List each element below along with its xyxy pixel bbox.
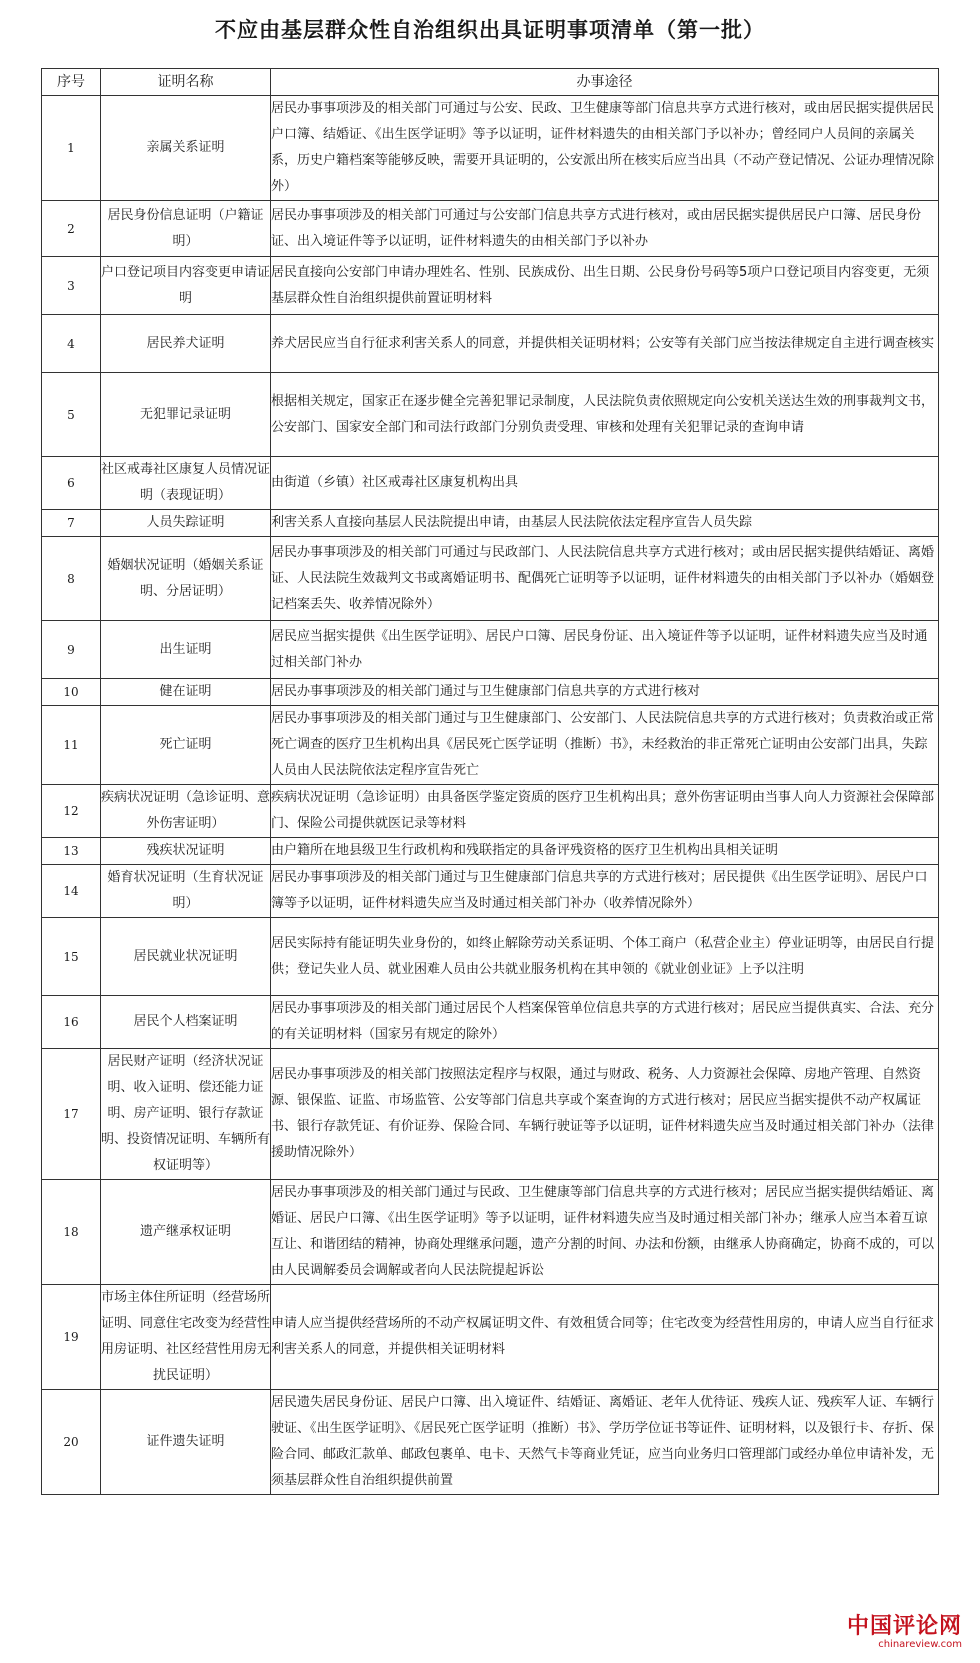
- row-seq: 6: [42, 457, 101, 510]
- table-row: [42, 865, 939, 918]
- watermark-logo-text: 中国评论网: [846, 1613, 962, 1639]
- row-seq: 5: [42, 373, 101, 457]
- row-path: 居民办事事项涉及的相关部门通过与卫生健康部门、公安部门、人民法院信息共享的方式进行核对；负责救治或正常死亡调查的医疗卫生机构出具《居民死亡医学证明（推断）书》，未经救治的非正常死亡证明由公安部门出具，失踪人员由人民法院依法定程序宣告死亡: [271, 706, 939, 785]
- row-seq: 1: [42, 96, 101, 201]
- row-path: 居民办事事项涉及的相关部门通过与民政、卫生健康等部门信息共享的方式进行核对；居民应当据实提供结婚证、离婚证、居民户口簿、《出生医学证明》等予以证明，证件材料遗失应当及时通过相关部门补办；继承人应当本着互谅互让、和谐团结的精神，协商处理继承问题，遗产分割的时间、办法和份额，由继承人协商确定，协商不成的，可以由人民调解委员会调解或者向人民法院提起诉讼: [271, 1180, 939, 1285]
- row-path: 根据相关规定，国家正在逐步健全完善犯罪记录制度，人民法院负责依照规定向公安机关送达生效的刑事裁判文书，公安部门、国家安全部门和司法行政部门分别负责受理、审核和处理有关犯罪记录的查询申请: [271, 373, 939, 457]
- row-name: 死亡证明: [101, 706, 271, 785]
- table-header-row: [42, 69, 939, 96]
- row-name: 婚姻状况证明（婚姻关系证明、分居证明）: [101, 537, 271, 621]
- row-seq: 8: [42, 537, 101, 621]
- table-row: [42, 621, 939, 679]
- watermark-url: chinareview.com: [878, 1639, 962, 1650]
- header-path: 办事途径: [271, 69, 939, 96]
- row-name: 户口登记项目内容变更申请证明: [101, 257, 271, 315]
- row-path: 居民办事事项涉及的相关部门可通过与公安、民政、卫生健康等部门信息共享方式进行核对，或由居民据实提供居民户口簿、结婚证、《出生医学证明》等予以证明，证件材料遗失的由相关部门予以补办；曾经同户人员间的亲属关系，历史户籍档案等能够反映，需要开具证明的，公安派出所在核实后应当出具（不动产登记情况、公证办理情况除外）: [271, 96, 939, 201]
- table-row: [42, 457, 939, 510]
- row-name: 居民身份信息证明（户籍证明）: [101, 201, 271, 257]
- row-name: 人员失踪证明: [101, 510, 271, 537]
- row-seq: 16: [42, 996, 101, 1049]
- row-name: 健在证明: [101, 679, 271, 706]
- row-name: 亲属关系证明: [101, 96, 271, 201]
- row-seq: 12: [42, 785, 101, 838]
- watermark-logo: [847, 1613, 962, 1651]
- row-name: 居民就业状况证明: [101, 918, 271, 996]
- row-path: 居民办事事项涉及的相关部门通过与卫生健康部门信息共享的方式进行核对: [271, 679, 939, 706]
- row-path: 养犬居民应当自行征求利害关系人的同意，并提供相关证明材料；公安等有关部门应当按法律规定自主进行调查核实: [271, 315, 939, 373]
- row-seq: 10: [42, 679, 101, 706]
- row-name: 残疾状况证明: [101, 838, 271, 865]
- table-row: [42, 918, 939, 996]
- row-seq: 18: [42, 1180, 101, 1285]
- row-seq: 2: [42, 201, 101, 257]
- row-seq: 17: [42, 1049, 101, 1180]
- row-name: 居民个人档案证明: [101, 996, 271, 1049]
- row-name: 出生证明: [101, 621, 271, 679]
- table-row: [42, 315, 939, 373]
- row-path: 申请人应当提供经营场所的不动产权属证明文件、有效租赁合同等；住宅改变为经营性用房的，申请人应当自行征求利害关系人的同意，并提供相关证明材料: [271, 1285, 939, 1390]
- row-path: 由户籍所在地县级卫生行政机构和残联指定的具备评残资格的医疗卫生机构出具相关证明: [271, 838, 939, 865]
- row-path: 居民办事事项涉及的相关部门通过居民个人档案保管单位信息共享的方式进行核对；居民应当提供真实、合法、充分的有关证明材料（国家另有规定的除外）: [271, 996, 939, 1049]
- row-name: 证件遗失证明: [101, 1390, 271, 1495]
- row-seq: 9: [42, 621, 101, 679]
- table-row: [42, 510, 939, 537]
- table-row: [42, 537, 939, 621]
- row-seq: 14: [42, 865, 101, 918]
- table-row: [42, 96, 939, 201]
- row-path: 疾病状况证明（急诊证明）由具备医学鉴定资质的医疗卫生机构出具；意外伤害证明由当事人向人力资源社会保障部门、保险公司提供就医记录等材料: [271, 785, 939, 838]
- table-row: [42, 785, 939, 838]
- row-name: 遗产继承权证明: [101, 1180, 271, 1285]
- table-row: [42, 996, 939, 1049]
- row-path: 居民实际持有能证明失业身份的，如终止解除劳动关系证明、个体工商户（私营企业主）停业证明等，由居民自行提供；登记失业人员、就业困难人员由公共就业服务机构在其申领的《就业创业证》上予以注明: [271, 918, 939, 996]
- row-seq: 7: [42, 510, 101, 537]
- row-name: 婚育状况证明（生育状况证明）: [101, 865, 271, 918]
- row-name: 社区戒毒社区康复人员情况证明（表现证明）: [101, 457, 271, 510]
- row-seq: 20: [42, 1390, 101, 1495]
- table-row: [42, 257, 939, 315]
- page-title: 不应由基层群众性自治组织出具证明事项清单（第一批）: [215, 17, 765, 42]
- table-row: [42, 1180, 939, 1285]
- table-row: [42, 838, 939, 865]
- header-seq: 序号: [42, 69, 101, 96]
- row-path: 居民办事事项涉及的相关部门按照法定程序与权限，通过与财政、税务、人力资源社会保障、房地产管理、自然资源、银保监、证监、市场监管、公安等部门信息共享或个案查询的方式进行核对；居民应当据实提供不动产权属证书、银行存款凭证、有价证券、保险合同、车辆行驶证等予以证明，证件材料遗失应当及时通过相关部门补办（法律援助情况除外）: [271, 1049, 939, 1180]
- row-name: 市场主体住所证明（经营场所证明、同意住宅改变为经营性用房证明、社区经营性用房无扰民证明）: [101, 1285, 271, 1390]
- row-seq: 11: [42, 706, 101, 785]
- table-row: [42, 679, 939, 706]
- certificate-list-table: [41, 68, 939, 1495]
- row-path: 居民办事事项涉及的相关部门可通过与民政部门、人民法院信息共享方式进行核对；或由居民据实提供结婚证、离婚证、人民法院生效裁判文书或离婚证明书、配偶死亡证明等予以证明，证件材料遗失的由相关部门予以补办（婚姻登记档案丢失、收养情况除外）: [271, 537, 939, 621]
- table-row: [42, 1285, 939, 1390]
- row-path: 居民直接向公安部门申请办理姓名、性别、民族成份、出生日期、公民身份号码等5项户口登记项目内容变更，无须基层群众性自治组织提供前置证明材料: [271, 257, 939, 315]
- row-name: 居民财产证明（经济状况证明、收入证明、偿还能力证明、房产证明、银行存款证明、投资情况证明、车辆所有权证明等）: [101, 1049, 271, 1180]
- table-row: [42, 201, 939, 257]
- table-row: [42, 1049, 939, 1180]
- header-name: 证明名称: [101, 69, 271, 96]
- row-seq: 13: [42, 838, 101, 865]
- row-seq: 15: [42, 918, 101, 996]
- row-path: 居民遗失居民身份证、居民户口簿、出入境证件、结婚证、离婚证、老年人优待证、残疾人证、残疾军人证、车辆行驶证、《出生医学证明》、《居民死亡医学证明（推断）书》、学历学位证书等证件、证明材料，以及银行卡、存折、保险合同、邮政汇款单、邮政包裹单、电卡、天然气卡等商业凭证，应当向业务归口管理部门或经办单位申请补发，无须基层群众性自治组织提供前置: [271, 1390, 939, 1495]
- table-row: [42, 373, 939, 457]
- row-path: 利害关系人直接向基层人民法院提出申请，由基层人民法院依法定程序宣告人员失踪: [271, 510, 939, 537]
- table-row: [42, 1390, 939, 1495]
- row-name: 居民养犬证明: [101, 315, 271, 373]
- row-path: 居民应当据实提供《出生医学证明》、居民户口簿、居民身份证、出入境证件等予以证明，证件材料遗失应当及时通过相关部门补办: [271, 621, 939, 679]
- row-seq: 3: [42, 257, 101, 315]
- row-path: 由街道（乡镇）社区戒毒社区康复机构出具: [271, 457, 939, 510]
- row-path: 居民办事事项涉及的相关部门通过与卫生健康部门信息共享的方式进行核对；居民提供《出生医学证明》、居民户口簿等予以证明，证件材料遗失应当及时通过相关部门补办（收养情况除外）: [271, 865, 939, 918]
- table-row: [42, 706, 939, 785]
- row-seq: 4: [42, 315, 101, 373]
- row-name: 无犯罪记录证明: [101, 373, 271, 457]
- row-seq: 19: [42, 1285, 101, 1390]
- row-path: 居民办事事项涉及的相关部门可通过与公安部门信息共享方式进行核对，或由居民据实提供居民户口簿、居民身份证、出入境证件等予以证明，证件材料遗失的由相关部门予以补办: [271, 201, 939, 257]
- row-name: 疾病状况证明（急诊证明、意外伤害证明）: [101, 785, 271, 838]
